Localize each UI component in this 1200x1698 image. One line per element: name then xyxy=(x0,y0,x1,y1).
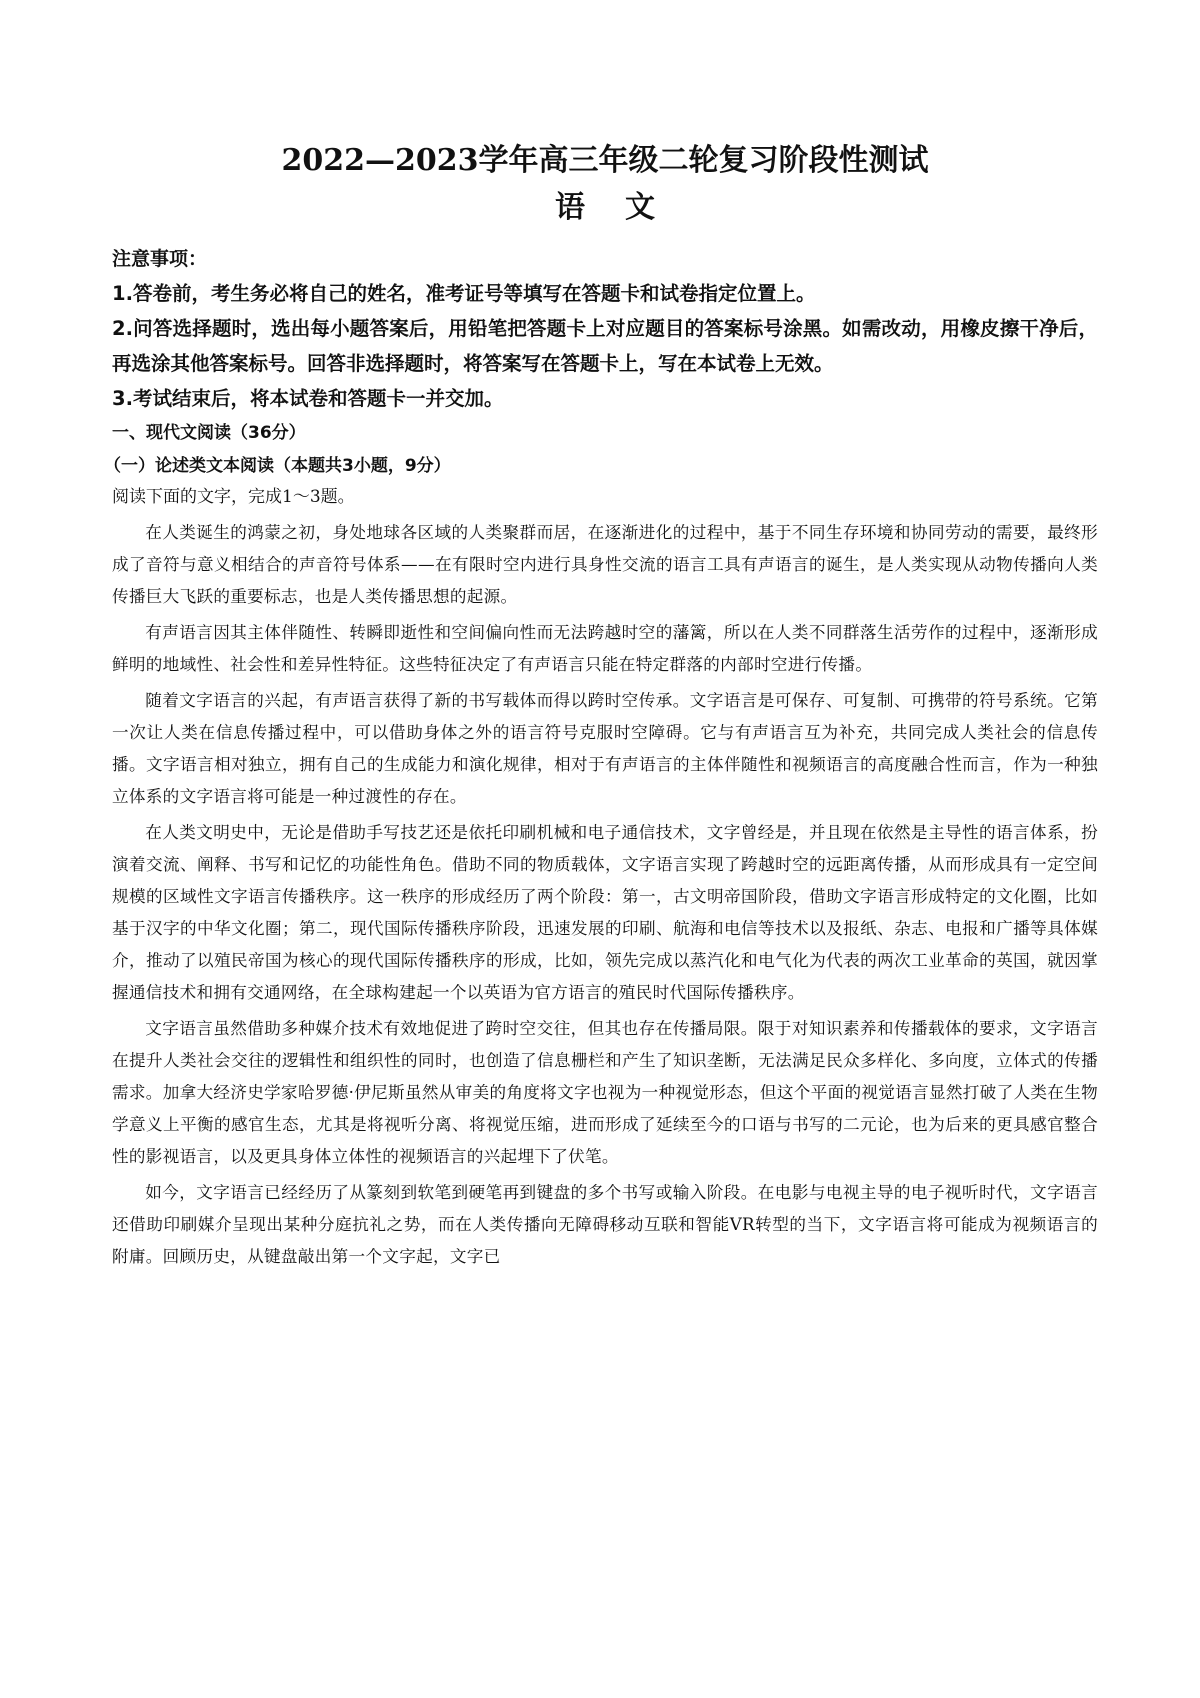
passage-paragraph: 随着文字语言的兴起，有声语言获得了新的书写载体而得以跨时空传承。文字语言是可保存、可复制、可携带的符号系统。它第一次让人类在信息传播过程中，可以借助身体之外的语言符号克服时空障碍。它与有声语言互为补充，共同完成人类社会的信息传播。文字语言相对独立，拥有自己的生成能力和演化规律，相对于有声语言的主体伴随性和视频语言的高度融合性而言，作为一种独立体系的文字语言将可能是一种过渡性的存在。 xyxy=(112,691,1098,806)
section-heading: 一、现代文阅读（36分） xyxy=(112,423,306,443)
passage-paragraph: 如今，文字语言已经经历了从篆刻到软笔到硬笔再到键盘的多个书写或输入阶段。在电影与电视主导的电子视听时代，文字语言还借助印刷媒介呈现出某种分庭抗礼之势，而在人类传播向无障碍移动互联和智能VR转型的当下，文字语言将可能成为视频语言的附庸。回顾历史，从键盘敲出第一个文字起，文字已 xyxy=(112,1183,1098,1266)
passage-paragraph: 在人类文明史中，无论是借助手写技艺还是依托印刷机械和电子通信技术，文字曾经是，并且现在依然是主导性的语言体系，扮演着交流、阐释、书写和记忆的功能性角色。借助不同的物质载体，文字语言实现了跨越时空的远距离传播，从而形成具有一定空间规模的区域性文字语言传播秩序。这一秩序的形成经历了两个阶段：第一，古文明帝国阶段，借助文字语言形成特定的文化圈，比如基于汉字的中华文化圈；第二，现代国际传播秩序阶段，迅速发展的印刷、航海和电信等技术以及报纸、杂志、电报和广播等具体媒介，推动了以殖民帝国为核心的现代国际传播秩序的形成，比如，领先完成以蒸汽化和电气化为代表的两次工业革命的英国，就因掌握通信技术和拥有交通网络，在全球构建起一个以英语为官方语言的殖民时代国际传播秩序。 xyxy=(112,823,1098,1002)
subsection-heading: （一）论述类文本阅读（本题共3小题，9分） xyxy=(104,456,451,476)
passage-paragraph: 有声语言因其主体伴随性、转瞬即逝性和空间偏向性而无法跨越时空的藩篱，所以在人类不同群落生活劳作的过程中，逐渐形成鲜明的地域性、社会性和差异性特征。这些特征决定了有声语言只能在特定群落的内部时空进行传播。 xyxy=(112,623,1098,674)
notice-item: 1.答卷前，考生务必将自己的姓名，准考证号等填写在答题卡和试卷指定位置上。 xyxy=(112,282,816,305)
notice-item: 3.考试结束后，将本试卷和答题卡一并交加。 xyxy=(112,387,504,410)
passage-paragraph: 在人类诞生的鸿蒙之初，身处地球各区域的人类聚群而居，在逐渐进化的过程中，基于不同生存环境和协同劳动的需要，最终形成了音符与意义相结合的声音符号体系——在有限时空内进行具身性交流的语言工具有声语言的诞生，是人类实现从动物传播向人类传播巨大飞跃的重要标志，也是人类传播思想的起源。 xyxy=(112,523,1098,606)
exam-title: 2022—2023学年高三年级二轮复习阶段性测试 xyxy=(281,143,929,178)
passage-paragraph: 文字语言虽然借助多种媒介技术有效地促进了跨时空交往，但其也存在传播局限。限于对知识素养和传播载体的要求，文字语言在提升人类社会交往的逻辑性和组织性的同时，也创造了信息栅栏和产生了知识垄断，无法满足民众多样化、多向度，立体式的传播需求。加拿大经济史学家哈罗德·伊尼斯虽然从审美的角度将文字也视为一种视觉形态，但这个平面的视觉语言显然打破了人类在生物学意义上平衡的感官生态，尤其是将视听分离、将视觉压缩，进而形成了延续至今的口语与书写的二元论，也为后来的更具感官整合性的影视语言，以及更具身体立体性的视频语言的兴起埋下了伏笔。 xyxy=(112,1019,1098,1166)
reading-passage xyxy=(112,517,1098,1273)
notice-item: 2.问答选择题时，选出每小题答案后，用铅笔把答题卡上对应题目的答案标号涂黑。如需改动，用橡皮擦干净后，再选涂其他答案标号。回答非选择题时，将答案写在答题卡上，写在本试卷上无效。 xyxy=(112,317,1098,375)
subject-title: 语文 xyxy=(555,190,695,225)
reading-instruction: 阅读下面的文字，完成1～3题。 xyxy=(112,487,355,507)
notice-block xyxy=(112,242,1098,416)
exam-page xyxy=(104,140,1098,1273)
notice-heading: 注意事项： xyxy=(112,248,208,270)
